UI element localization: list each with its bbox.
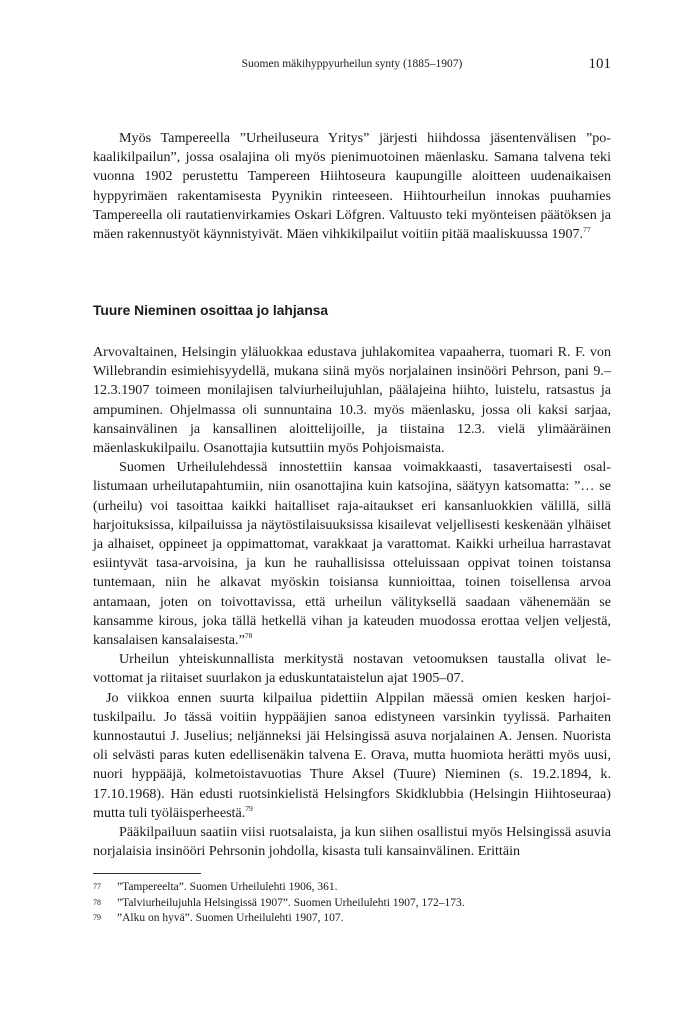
paragraph-text: Arvovaltainen, Helsingin yläluokkaa edustava juhlakomitea vapaaherra, tuomari R. F. von Willebrandin esimiehisyydellä, mukana siinä myös norjalainen insinööri Pehrson, pani 9.–12.3.1907 toimeen monilajisen talviurheilujuhlan, päälajeina hiihto, luistelu, ratsastus ja ampuminen. Ohjelmassa oli sunnuntaina 10.3. myös mäenlasku, jossa oli kaksi sarjaa, kansainvälinen ja kansallinen aloittelijoille, ja tiistaina 12.3. vielä ylimääräinen mäenlaskukilpailu. Osanottajia kutsuttiin myös Pohjoismaista. (93, 344, 611, 457)
paragraph-text: Suomen Urheilulehdessä innostettiin kansaa voimakkaasti, tasavertaisesti osallistumaan urheilutapahtumiin, niin osanottajina kuin katsojina, säätyyn katsomatta: ”… se (urheilu) voi tasoittaa kaikki haitalliset raja-aitaukset eri kansanluokkien välillä, sillä harjoituksissa, kilpailuissa ja näytöstilaisuuksissa kisailevat veljellisesti keskenään ylhäiset ja alhaiset, oppineet ja oppimattomat, varakkaat ja varattomat. Kaikki urheilua harrastavat esiintyvät tasa-arvoisina, ja kun he rauhallisissa otteluissaan oppivat toinen toistansa tuntemaan, niin he alkavat myöskin toisiansa kunnioittaa, toinen toisellensa arvoa antamaan, joten on toivottavissa, että urheilun välityksellä saadaan vähenemään se kansamme kirous, joka tällä hetkellä vihan ja kateuden muodossa erottaa veljen veljestä, kansalaisen kansalaisesta.” (93, 459, 611, 649)
paragraph-text: Urheilun yhteiskunnallista merkitystä nostavan vetoomuksen taustalla olivat levottomat ja riitaiset suurlakon ja eduskuntataistelun ajat 1905–07. (93, 651, 611, 687)
running-header (93, 54, 611, 74)
footnote-ref: 79 (245, 803, 253, 813)
footnote-number: 77 (93, 882, 101, 891)
running-title: Suomen mäkihyppyurheilun synty (1885–1907) (241, 58, 463, 70)
footnote (93, 896, 611, 912)
footnote (93, 911, 611, 927)
paragraph (93, 458, 611, 650)
footnote-text: ”Talviurheilujuhla Helsingissä 1907”. Suomen Urheilulehti 1907, 172–173. (117, 896, 465, 909)
paragraph (93, 823, 611, 861)
section-body (93, 343, 611, 861)
footnote (93, 880, 611, 896)
paragraph-text: Pääkilpailuun saatiin viisi ruotsalaista, ja kun siihen osallistui myös Helsingissä asuvia norjalaisia insinööri Pehrsonin johdolla, kisasta tuli kansainvälinen. Erittäin (93, 824, 611, 860)
footnote-number: 78 (93, 897, 101, 907)
section-heading: Tuure Nieminen osoittaa jo lahjansa (93, 303, 329, 318)
footnote-divider (93, 873, 201, 874)
paragraph (93, 650, 611, 688)
paragraph (93, 129, 611, 244)
paragraph (93, 689, 611, 823)
footnote-number: 79 (93, 913, 101, 922)
footnote-ref: 78 (244, 631, 253, 641)
paragraph-text: Myös Tampereella ”Urheiluseura Yritys” järjesti hiihdossa jäsentenvälisen ”pokaalikilpailun”, jossa osalajina oli myös pienimuotoinen mäenlasku. Samana talvena teki vuonna 1902 perustettu Tampereen Hiihtoseura kaupungille aloitteen uudenaikaisen hyppyrimäen rakentamisesta Pyynikin rinteeseen. Hiihtourheilun innokas puuhamies Tampereella oli rautatienvirkamies Oskari Löfgren. Valtuusto teki myönteisen päätöksen ja mäen rakennustyöt käynnistyivät. Mäen vihkikilpailut voitiin pitää maaliskuussa 1907. (93, 130, 611, 243)
footnote-text: ”Alku on hyvä”. Suomen Urheilulehti 1907, 107. (117, 912, 344, 924)
section-intro (93, 129, 611, 244)
footnote-text: ”Tampereelta”. Suomen Urheilulehti 1906, 361. (117, 881, 338, 893)
paragraph-text: Jo viikkoa ennen suurta kilpailua pidettiin Alppilan mäessä omien kesken harjoituskilpailu. Jo tässä voitiin hyppääjien sanoa edistyneen varsinkin tyylissä. Parhaiten kunnostautui J. Juselius; neljänneksi jäi Helsingissä asuva norjalainen A. Jensen. Nuorista oli selvästi paras kuten edellisenäkin talvena E. Orava, mutta huomiota herätti myös uusi, nuori hyppääjä, kolmetoistavuotias Thure Aksel (Tuure) Nieminen (s. 19.2.1894, k. 17.10.1968). Hän edusti ruotsinkielistä Helsingfors Skidklubbia (Helsingin Hiihtoseuraa) mutta tuli työläisperheestä. (93, 689, 611, 821)
page-number: 101 (588, 56, 611, 72)
paragraph (93, 343, 611, 458)
footnotes (93, 880, 611, 927)
footnote-ref: 77 (583, 225, 591, 235)
